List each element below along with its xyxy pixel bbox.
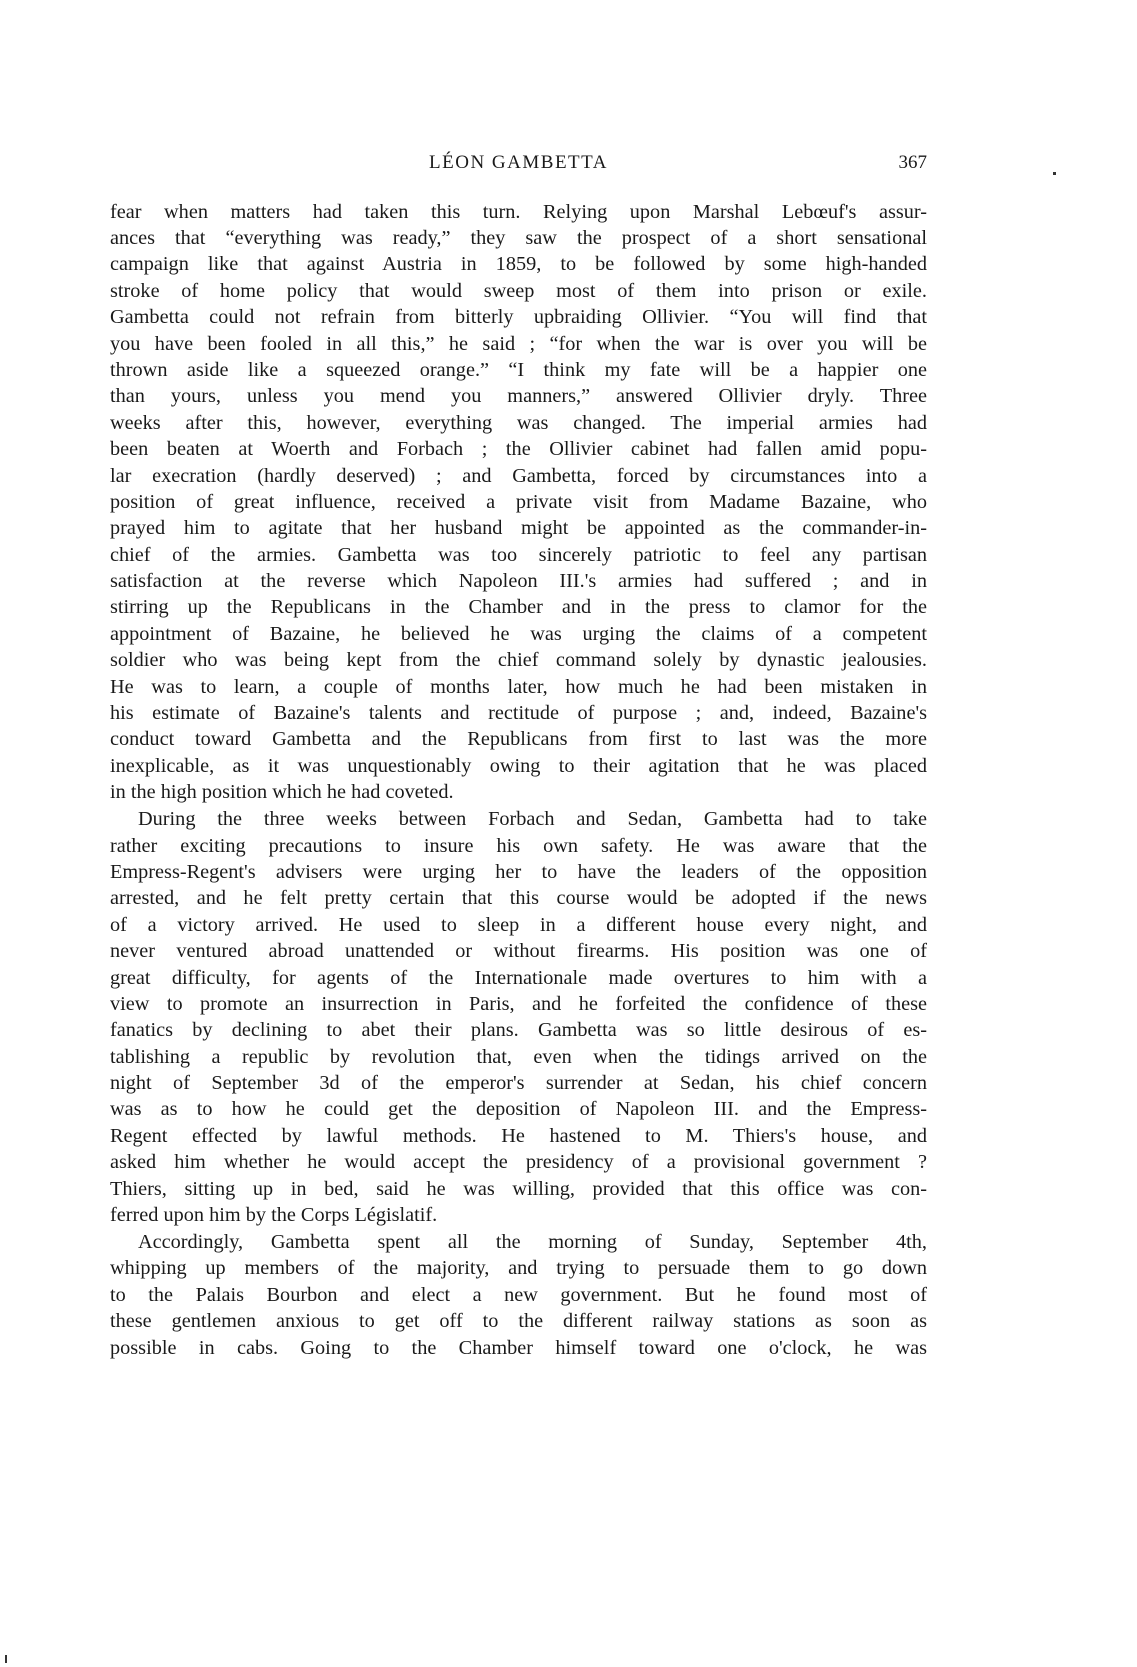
text-line: chief of the armies. Gambetta was too sincerely patriotic to feel any partisan: [110, 543, 927, 566]
text-line: ferred upon him by the Corps Législatif.: [110, 1204, 438, 1227]
text-line: thrown aside like a squeezed orange.” “I think my fate will be a happier one: [110, 358, 927, 381]
text-line: been beaten at Woerth and Forbach ; the Ollivier cabinet had fallen amid popu-: [110, 438, 927, 461]
paragraph: [110, 806, 927, 1228]
text-line: night of September 3d of the emperor's surrender at Sedan, his chief concern: [110, 1072, 927, 1095]
text-line: asked him whether he would accept the presidency of a provisional government ?: [110, 1151, 927, 1174]
running-title: LÉON GAMBETTA: [429, 152, 608, 173]
text-line: lar execration (hardly deserved) ; and Gambetta, forced by circumstances into a: [110, 464, 927, 487]
text-line: satisfaction at the reverse which Napoleon III.'s armies had suffered ; and in: [110, 570, 927, 593]
text-line: conduct toward Gambetta and the Republicans from first to last was the more: [110, 728, 927, 751]
paragraph: [110, 199, 927, 806]
text-line: stirring up the Republicans in the Chamber and in the press to clamor for the: [110, 596, 927, 619]
page-number: 367: [898, 152, 927, 173]
text-line: possible in cabs. Going to the Chamber himself toward one o'clock, he was: [110, 1336, 927, 1359]
text-line: tablishing a republic by revolution that, even when the tidings arrived on the: [110, 1045, 927, 1068]
text-line: fear when matters had taken this turn. Relying upon Marshal Lebœuf's assur-: [110, 200, 927, 223]
text-line: great difficulty, for agents of the Internationale made overtures to him with a: [110, 966, 927, 989]
page-header: [110, 152, 927, 182]
text-line: Empress-Regent's advisers were urging her to have the leaders of the opposition: [110, 860, 927, 883]
text-line: fanatics by declining to abet their plans. Gambetta was so little desirous of es-: [110, 1019, 927, 1042]
text-line: He was to learn, a couple of months later, how much he had been mistaken in: [110, 675, 927, 698]
text-line: stroke of home policy that would sweep most of them into prison or exile.: [110, 279, 927, 302]
text-line: view to promote an insurrection in Paris, and he forfeited the confidence of these: [110, 992, 927, 1015]
text-line: you have been fooled in all this,” he said ; “for when the war is over you will be: [110, 332, 927, 355]
text-line: arrested, and he felt pretty certain that this course would be adopted if the news: [110, 887, 927, 910]
text-line: whipping up members of the majority, and trying to persuade them to go down: [110, 1257, 927, 1280]
text-line: Thiers, sitting up in bed, said he was willing, provided that this office was con-: [110, 1177, 927, 1200]
text-line: weeks after this, however, everything was changed. The imperial armies had: [110, 411, 927, 434]
scan-speck: [5, 1655, 7, 1663]
text-line: ances that “everything was ready,” they saw the prospect of a short sensational: [110, 226, 927, 249]
text-line: his estimate of Bazaine's talents and rectitude of purpose ; and, indeed, Bazaine's: [110, 702, 927, 725]
text-line: than yours, unless you mend you manners,” answered Ollivier dryly. Three: [110, 385, 927, 408]
text-line: position of great influence, received a private visit from Madame Bazaine, who: [110, 490, 927, 513]
text-line: of a victory arrived. He used to sleep in a different house every night, and: [110, 913, 927, 936]
text-line: never ventured abroad unattended or without firearms. His position was one of: [110, 940, 927, 963]
text-line: Regent effected by lawful methods. He hastened to M. Thiers's house, and: [110, 1124, 927, 1147]
text-line: soldier who was being kept from the chief command solely by dynastic jealousies.: [110, 649, 927, 672]
text-line: these gentlemen anxious to get off to the different railway stations as soon as: [110, 1310, 927, 1333]
text-line: appointment of Bazaine, he believed he was urging the claims of a competent: [110, 622, 927, 645]
text-line: During the three weeks between Forbach and Sedan, Gambetta had to take: [138, 808, 927, 831]
page-body: [110, 198, 927, 1361]
text-line: to the Palais Bourbon and elect a new government. But he found most of: [110, 1283, 927, 1306]
text-line: in the high position which he had coveted.: [110, 781, 454, 804]
text-line: prayed him to agitate that her husband might be appointed as the commander-in-: [110, 517, 927, 540]
scan-speck: [1053, 172, 1056, 175]
text-line: Gambetta could not refrain from bitterly upbraiding Ollivier. “You will find that: [110, 306, 927, 329]
text-line: rather exciting precautions to insure his own safety. He was aware that the: [110, 834, 927, 857]
text-line: Accordingly, Gambetta spent all the morning of Sunday, September 4th,: [138, 1231, 927, 1254]
text-line: inexplicable, as it was unquestionably owing to their agitation that he was placed: [110, 754, 927, 777]
paragraph: [110, 1229, 927, 1361]
text-line: was as to how he could get the deposition of Napoleon III. and the Empress-: [110, 1098, 927, 1121]
text-line: campaign like that against Austria in 1859, to be followed by some high-handed: [110, 253, 927, 276]
